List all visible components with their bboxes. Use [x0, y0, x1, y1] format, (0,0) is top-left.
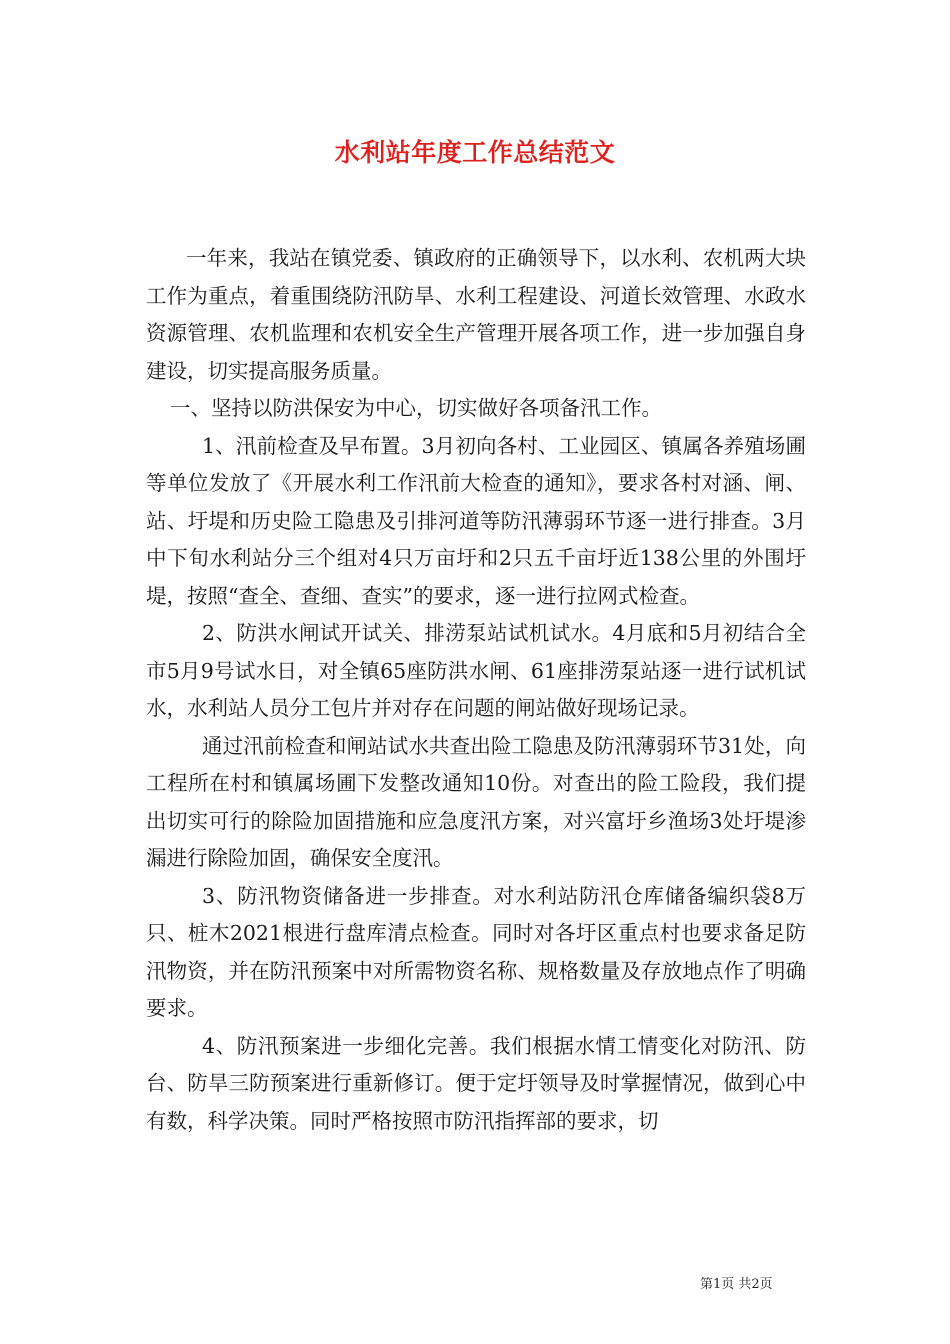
paragraph-item-2-sluice-test: 2、防洪水闸试开试关、排涝泵站试机试水。4月底和5月初结合全市5月9号试水日，对全镇65座防洪水闸、61座排涝泵站逐一进行试机试水，水利站人员分工包片并对存在问题的闸站做好现场记录。 — [146, 621, 806, 720]
section-heading-flood-prevention: 一、坚持以防洪保安为中心，切实做好各项备汛工作。 — [170, 396, 662, 420]
paragraph-intro: 一年来，我站在镇党委、镇政府的正确领导下，以水利、农机两大块工作为重点，着重围绕防汛防旱、水利工程建设、河道长效管理、水政水资源管理、农机监理和农机安全生产管理开展各项工作，进一步加强自身建设，切实提高服务质量。 — [146, 246, 806, 383]
paragraph-item-3-materials: 3、防汛物资储备进一步排查。对水利站防汛仓库储备编织袋8万只、桩木2021根进行盘库清点检查。同时对各圩区重点村也要求备足防汛物资，并在防汛预案中对所需物资名称、规格数量及存放地点作了明确要求。 — [146, 883, 806, 1020]
paragraph-item-1-inspection: 1、汛前检查及早布置。3月初向各村、工业园区、镇属各养殖场圃等单位发放了《开展水利工作汛前大检查的通知》，要求各村对涵、闸、站、圩堤和历史险工隐患及引排河道等防汛薄弱环节逐一进行排查。3月中下旬水利站分三个组对4只万亩圩和2只五千亩圩近138公里的外围圩堤，按照“查全、查细、查实”的要求，逐一进行拉网式检查。 — [146, 433, 806, 608]
paragraph-item-4-plan: 4、防汛预案进一步细化完善。我们根据水情工情变化对防汛、防台、防旱三防预案进行重新修订。便于定圩领导及时掌握情况，做到心中有数，科学决策。同时严格按照市防汛指挥部的要求，切 — [146, 1033, 806, 1133]
document-body — [146, 240, 806, 1140]
document-title: 水利站年度工作总结范文 — [334, 138, 616, 167]
paragraph-summary-hazards: 通过汛前检查和闸站试水共查出险工隐患及防汛薄弱环节31处，向工程所在村和镇属场圃下发整改通知10份。对查出的险工险段，我们提出切实可行的除险加固措施和应急度汛方案，对兴富圩乡渔场3处圩堤渗漏进行除险加固，确保安全度汛。 — [146, 733, 806, 870]
page-number-footer: 第1页 共2页 — [700, 1277, 773, 1292]
